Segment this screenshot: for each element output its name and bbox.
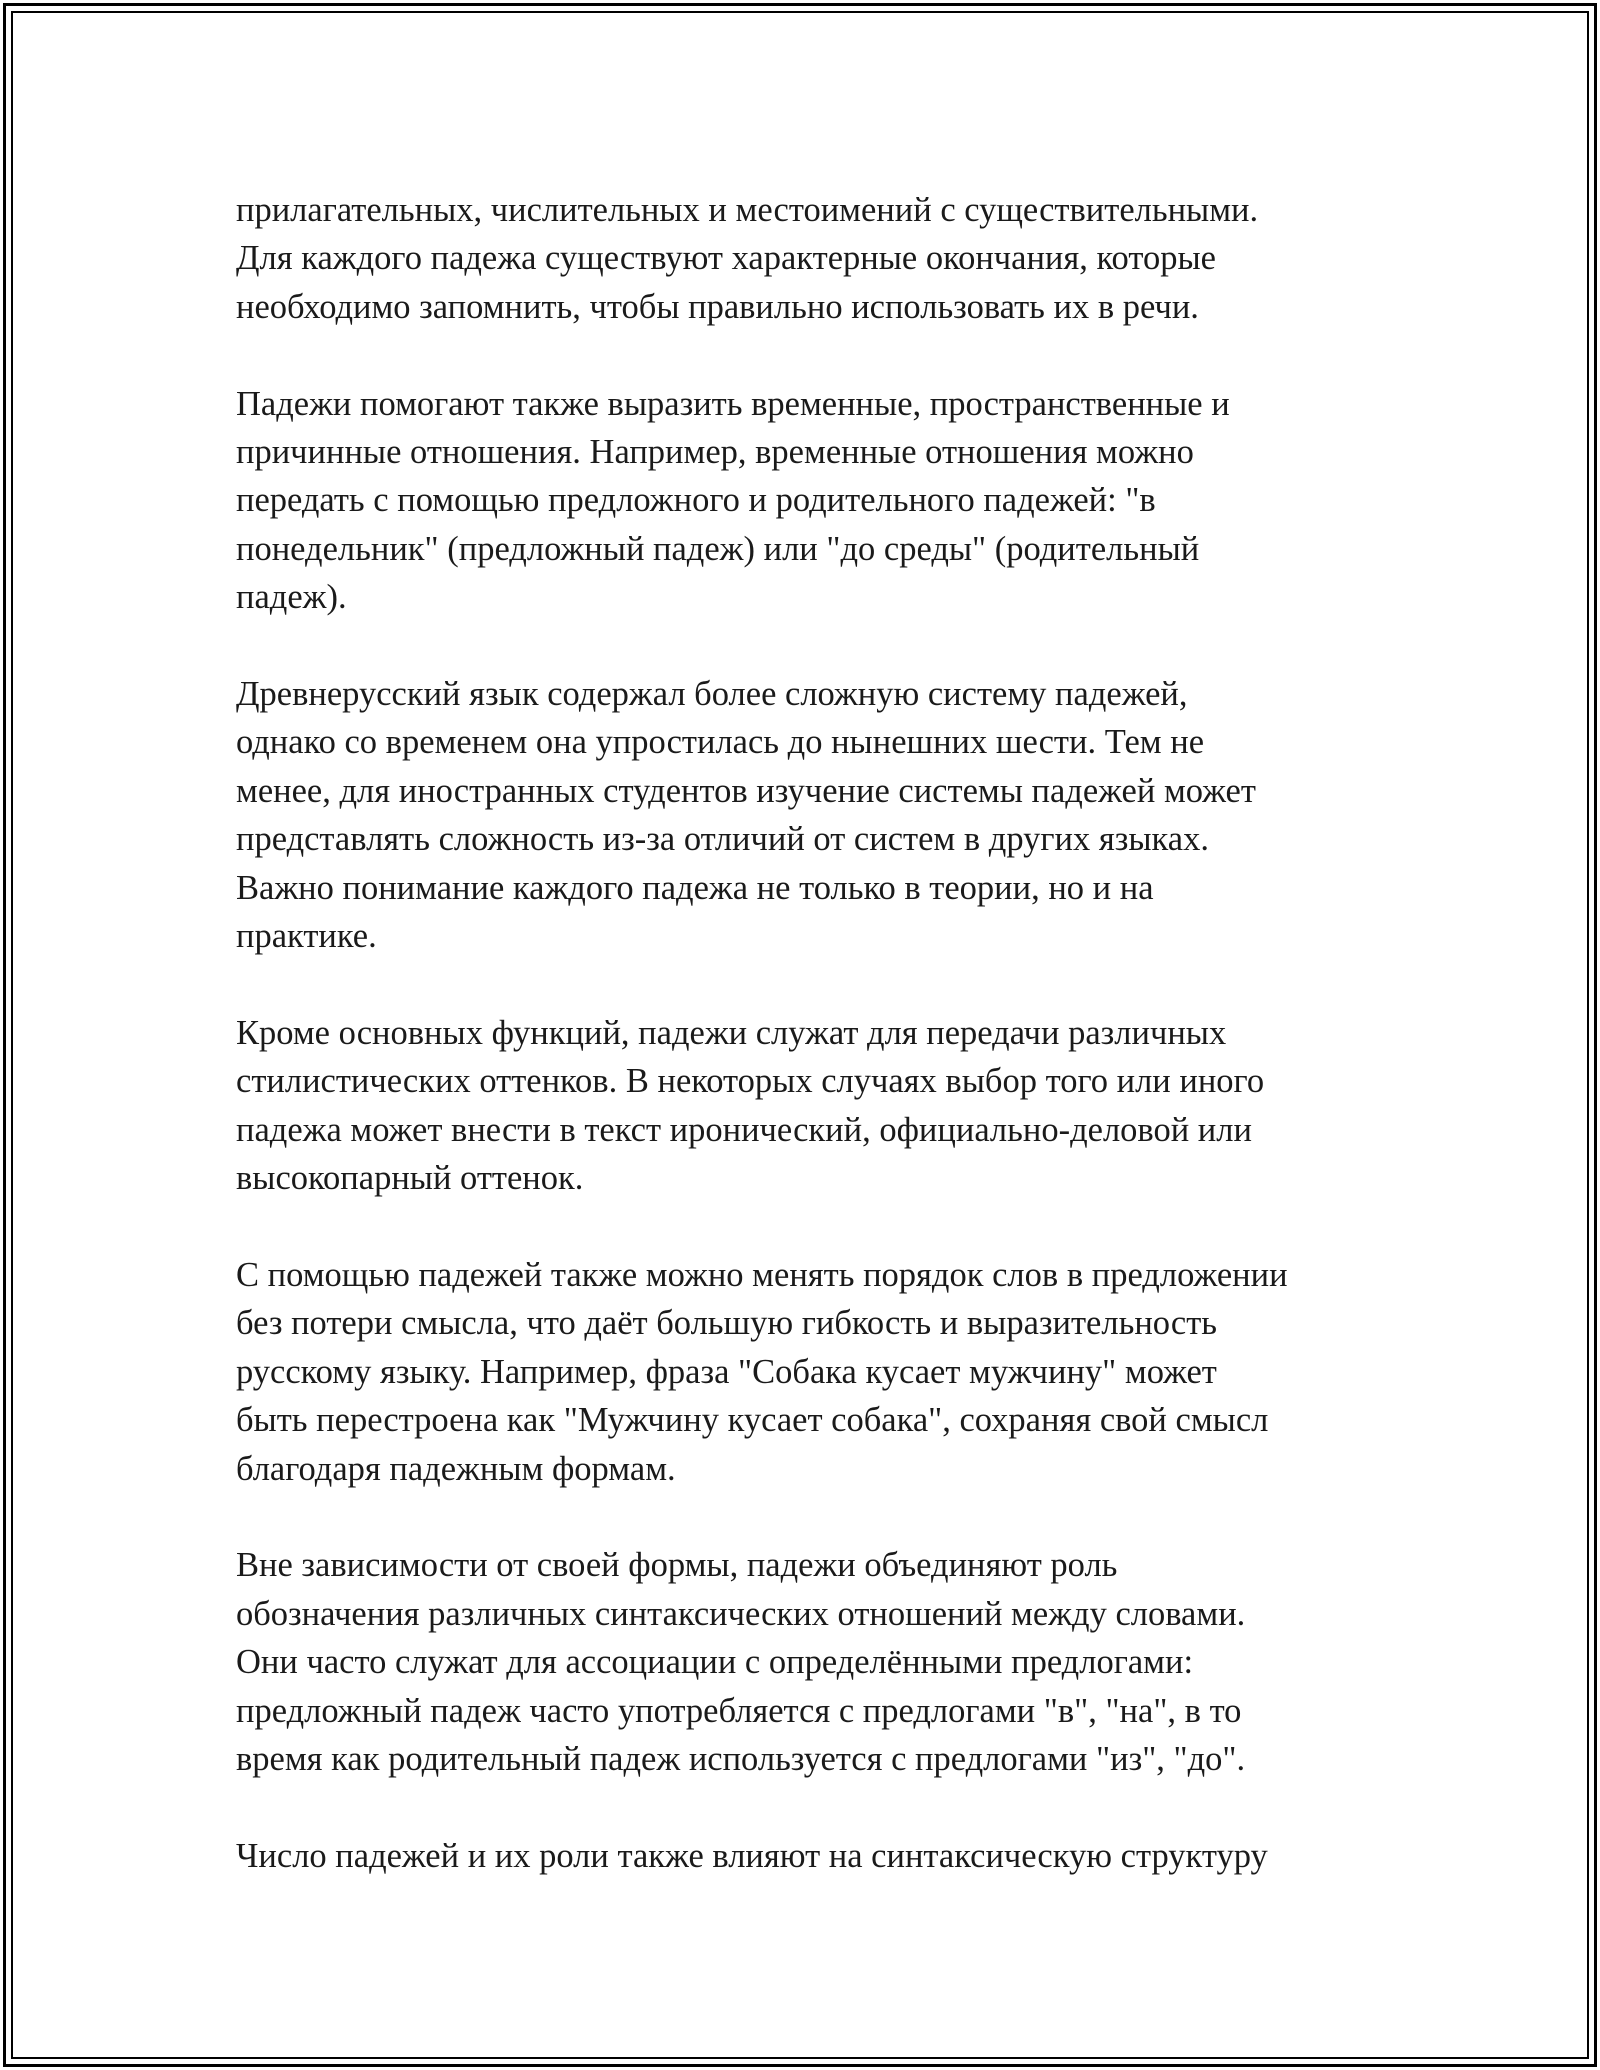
text-line: менее, для иностранных студентов изучение системы падежей может xyxy=(236,771,1256,810)
text-line: понедельник" (предложный падеж) или "до среды" (родительный xyxy=(236,529,1200,568)
text-line: русскому языку. Например, фраза "Собака кусает мужчину" может xyxy=(236,1352,1217,1391)
text-line: без потери смысла, что даёт большую гибкость и выразительность xyxy=(236,1304,1218,1343)
text-line: обозначения различных синтаксических отношений между словами. xyxy=(236,1594,1246,1633)
text-line: быть перестроена как "Мужчину кусает собака", сохраняя свой смысл xyxy=(236,1401,1269,1440)
text-line: падеж). xyxy=(236,578,347,617)
paragraph-7 xyxy=(236,1832,1376,1880)
text-line: однако со временем она упростилась до нынешних шести. Тем не xyxy=(236,723,1205,762)
text-line: Число падежей и их роли также влияют на синтаксическую структуру xyxy=(236,1836,1268,1875)
text-line: Кроме основных функций, падежи служат для передачи различных xyxy=(236,1013,1227,1052)
text-line: Вне зависимости от своей формы, падежи объединяют роль xyxy=(236,1546,1118,1585)
text-line: причинные отношения. Например, временные отношения можно xyxy=(236,433,1194,472)
text-line: Для каждого падежа существуют характерные окончания, которые xyxy=(236,239,1216,278)
paragraph-4 xyxy=(236,1009,1376,1203)
text-line: практике. xyxy=(236,917,377,956)
document-body xyxy=(236,186,1376,1929)
text-line: время как родительный падеж используется с предлогами "из", "до". xyxy=(236,1739,1246,1778)
text-line: передать с помощью предложного и родительного падежей: "в xyxy=(236,481,1156,520)
text-line: Древнерусский язык содержал более сложную систему падежей, xyxy=(236,675,1188,714)
paragraph-1 xyxy=(236,186,1376,331)
text-line: представлять сложность из-за отличий от систем в других языках. xyxy=(236,820,1209,859)
text-line: предложный падеж часто употребляется с предлогами "в", "на", в то xyxy=(236,1691,1242,1730)
text-line: Падежи помогают также выразить временные, пространственные и xyxy=(236,384,1230,423)
text-line: высокопарный оттенок. xyxy=(236,1159,584,1198)
text-line: Важно понимание каждого падежа не только в теории, но и на xyxy=(236,868,1154,907)
text-line: прилагательных, числительных и местоимений с существительными. xyxy=(236,191,1259,229)
text-line: необходимо запомнить, чтобы правильно использовать их в речи. xyxy=(236,287,1199,326)
paragraph-2 xyxy=(236,380,1376,622)
paragraph-5 xyxy=(236,1251,1376,1493)
text-line: падежа может внести в текст иронический, официально-деловой или xyxy=(236,1110,1252,1149)
paragraph-6 xyxy=(236,1541,1376,1783)
text-line: С помощью падежей также можно менять порядок слов в предложении xyxy=(236,1255,1288,1294)
paragraph-3 xyxy=(236,670,1376,960)
text-line: стилистических оттенков. В некоторых случаях выбор того или иного xyxy=(236,1062,1265,1101)
text-line: благодаря падежным формам. xyxy=(236,1449,676,1488)
text-line: Они часто служат для ассоциации с определёнными предлогами: xyxy=(236,1643,1194,1682)
